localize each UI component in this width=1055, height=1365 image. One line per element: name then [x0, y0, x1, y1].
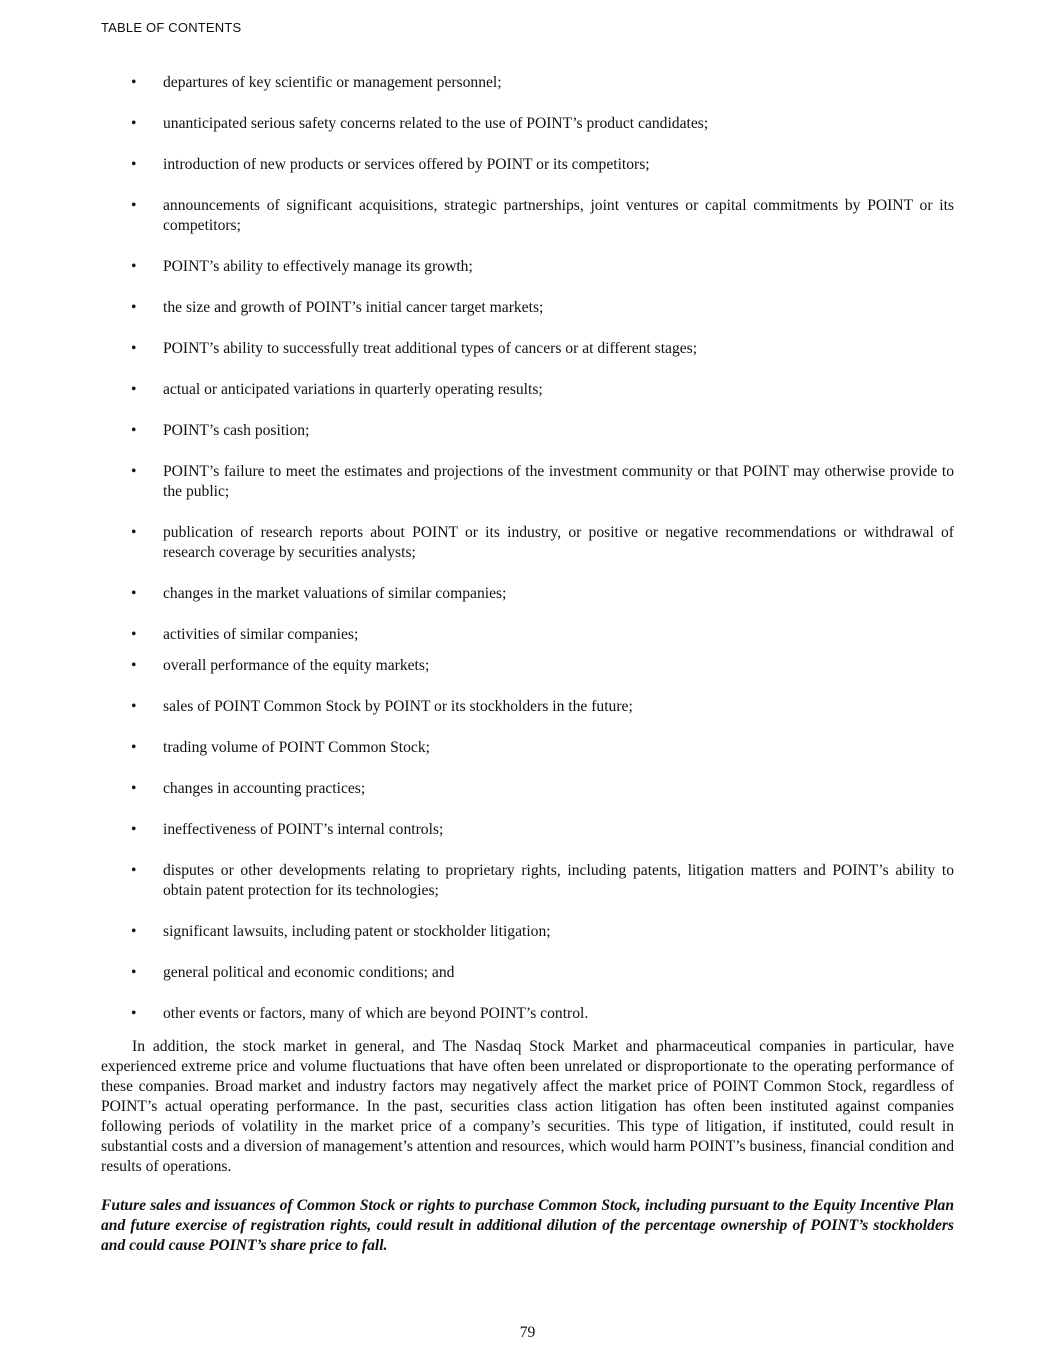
bullet-marker: •: [131, 381, 137, 398]
list-item: [101, 738, 954, 758]
list-item-text: trading volume of POINT Common Stock;: [163, 739, 430, 756]
list-item-text: announcements of significant acquisitions, strategic partnerships, joint ventures or capital commitments by POINT or its competitors;: [163, 197, 954, 234]
risk-factor-heading: Future sales and issuances of Common Stock or rights to purchase Common Stock, including pursuant to the Equity Incentive Plan and future exercise of registration rights, could result in additional dilution of the percentage ownership of POINT’s stockholders and could cause POINT’s share price to fall.: [101, 1197, 954, 1254]
list-item: [101, 380, 954, 400]
bullet-marker: •: [131, 821, 137, 838]
list-item-text: the size and growth of POINT’s initial cancer target markets;: [163, 299, 544, 316]
risk-factor-list: [101, 73, 954, 1024]
list-item-text: POINT’s cash position;: [163, 422, 310, 439]
list-item-text: introduction of new products or services offered by POINT or its competitors;: [163, 156, 650, 173]
list-item: [101, 963, 954, 983]
bullet-marker: •: [131, 463, 137, 480]
list-item: [101, 922, 954, 942]
list-item: [101, 523, 954, 563]
bullet-marker: •: [131, 299, 137, 316]
list-item: [101, 779, 954, 799]
list-item-text: significant lawsuits, including patent or stockholder litigation;: [163, 923, 551, 940]
list-item: [101, 656, 954, 676]
bullet-marker: •: [131, 626, 137, 643]
list-item: [101, 114, 954, 134]
bullet-marker: •: [131, 585, 137, 602]
list-item: [101, 697, 954, 717]
list-item-text: activities of similar companies;: [163, 626, 359, 643]
market-volatility-paragraph: In addition, the stock market in general, and The Nasdaq Stock Market and pharmaceutical companies in particular, have experienced extreme price and volume fluctuations that have often been unrelated or disproportionate to the operating performance of these companies. Broad market and industry factors may negatively affect the market price of POINT Common Stock, regardless of POINT’s actual operating performance. In the past, securities class action litigation has often been instituted against companies following periods of volatility in the market price of a company’s securities. This type of litigation, if instituted, could result in substantial costs and a diversion of management’s attention and resources, which would harm POINT’s business, financial condition and results of operations.: [101, 1038, 954, 1175]
bullet-marker: •: [131, 923, 137, 940]
bullet-marker: •: [131, 115, 137, 132]
bullet-marker: •: [131, 657, 137, 674]
bullet-marker: •: [131, 964, 137, 981]
list-item-text: general political and economic conditions; and: [163, 964, 455, 981]
list-item: [101, 155, 954, 175]
page-content: [101, 73, 954, 1256]
page-number: 79: [519, 1324, 536, 1341]
list-item-text: POINT’s failure to meet the estimates and projections of the investment community or that POINT may otherwise provide to the public;: [163, 463, 954, 500]
list-item-text: POINT’s ability to successfully treat additional types of cancers or at different stages;: [163, 340, 698, 357]
bullet-marker: •: [131, 739, 137, 756]
list-item: [101, 298, 954, 318]
bullet-marker: •: [131, 74, 137, 91]
list-item-text: unanticipated serious safety concerns related to the use of POINT’s product candidates;: [163, 115, 709, 132]
bullet-marker: •: [131, 862, 137, 879]
bullet-marker: •: [131, 197, 137, 214]
list-item: [101, 421, 954, 441]
list-item-text: ineffectiveness of POINT’s internal controls;: [163, 821, 444, 838]
list-item-text: disputes or other developments relating to proprietary rights, including patents, litigation matters and POINT’s ability to obtain patent protection for its technologies;: [163, 862, 954, 899]
list-item: [101, 1004, 954, 1024]
list-item-text: changes in the market valuations of similar companies;: [163, 585, 507, 602]
list-item-text: overall performance of the equity markets;: [163, 657, 430, 674]
bullet-marker: •: [131, 1005, 137, 1022]
bullet-marker: •: [131, 698, 137, 715]
list-item-text: sales of POINT Common Stock by POINT or its stockholders in the future;: [163, 698, 633, 715]
list-item-text: actual or anticipated variations in quarterly operating results;: [163, 381, 543, 398]
list-item: [101, 861, 954, 901]
list-item-text: POINT’s ability to effectively manage its growth;: [163, 258, 473, 275]
list-item: [101, 820, 954, 840]
list-item: [101, 196, 954, 236]
list-item: [101, 73, 954, 93]
list-item-text: other events or factors, many of which are beyond POINT’s control.: [163, 1005, 589, 1022]
bullet-marker: •: [131, 524, 137, 541]
list-item: [101, 339, 954, 359]
list-item: [101, 584, 954, 604]
list-item-text: departures of key scientific or management personnel;: [163, 74, 502, 91]
list-item-text: publication of research reports about POINT or its industry, or positive or negative recommendations or withdrawal of research coverage by securities analysts;: [163, 524, 954, 561]
bullet-marker: •: [131, 422, 137, 439]
bullet-marker: •: [131, 156, 137, 173]
bullet-marker: •: [131, 340, 137, 357]
bullet-marker: •: [131, 258, 137, 275]
bullet-marker: •: [131, 780, 137, 797]
table-of-contents-link[interactable]: TABLE OF CONTENTS: [101, 20, 242, 35]
list-item: [101, 257, 954, 277]
list-item: [101, 462, 954, 502]
list-item: [101, 625, 954, 645]
list-item-text: changes in accounting practices;: [163, 780, 366, 797]
